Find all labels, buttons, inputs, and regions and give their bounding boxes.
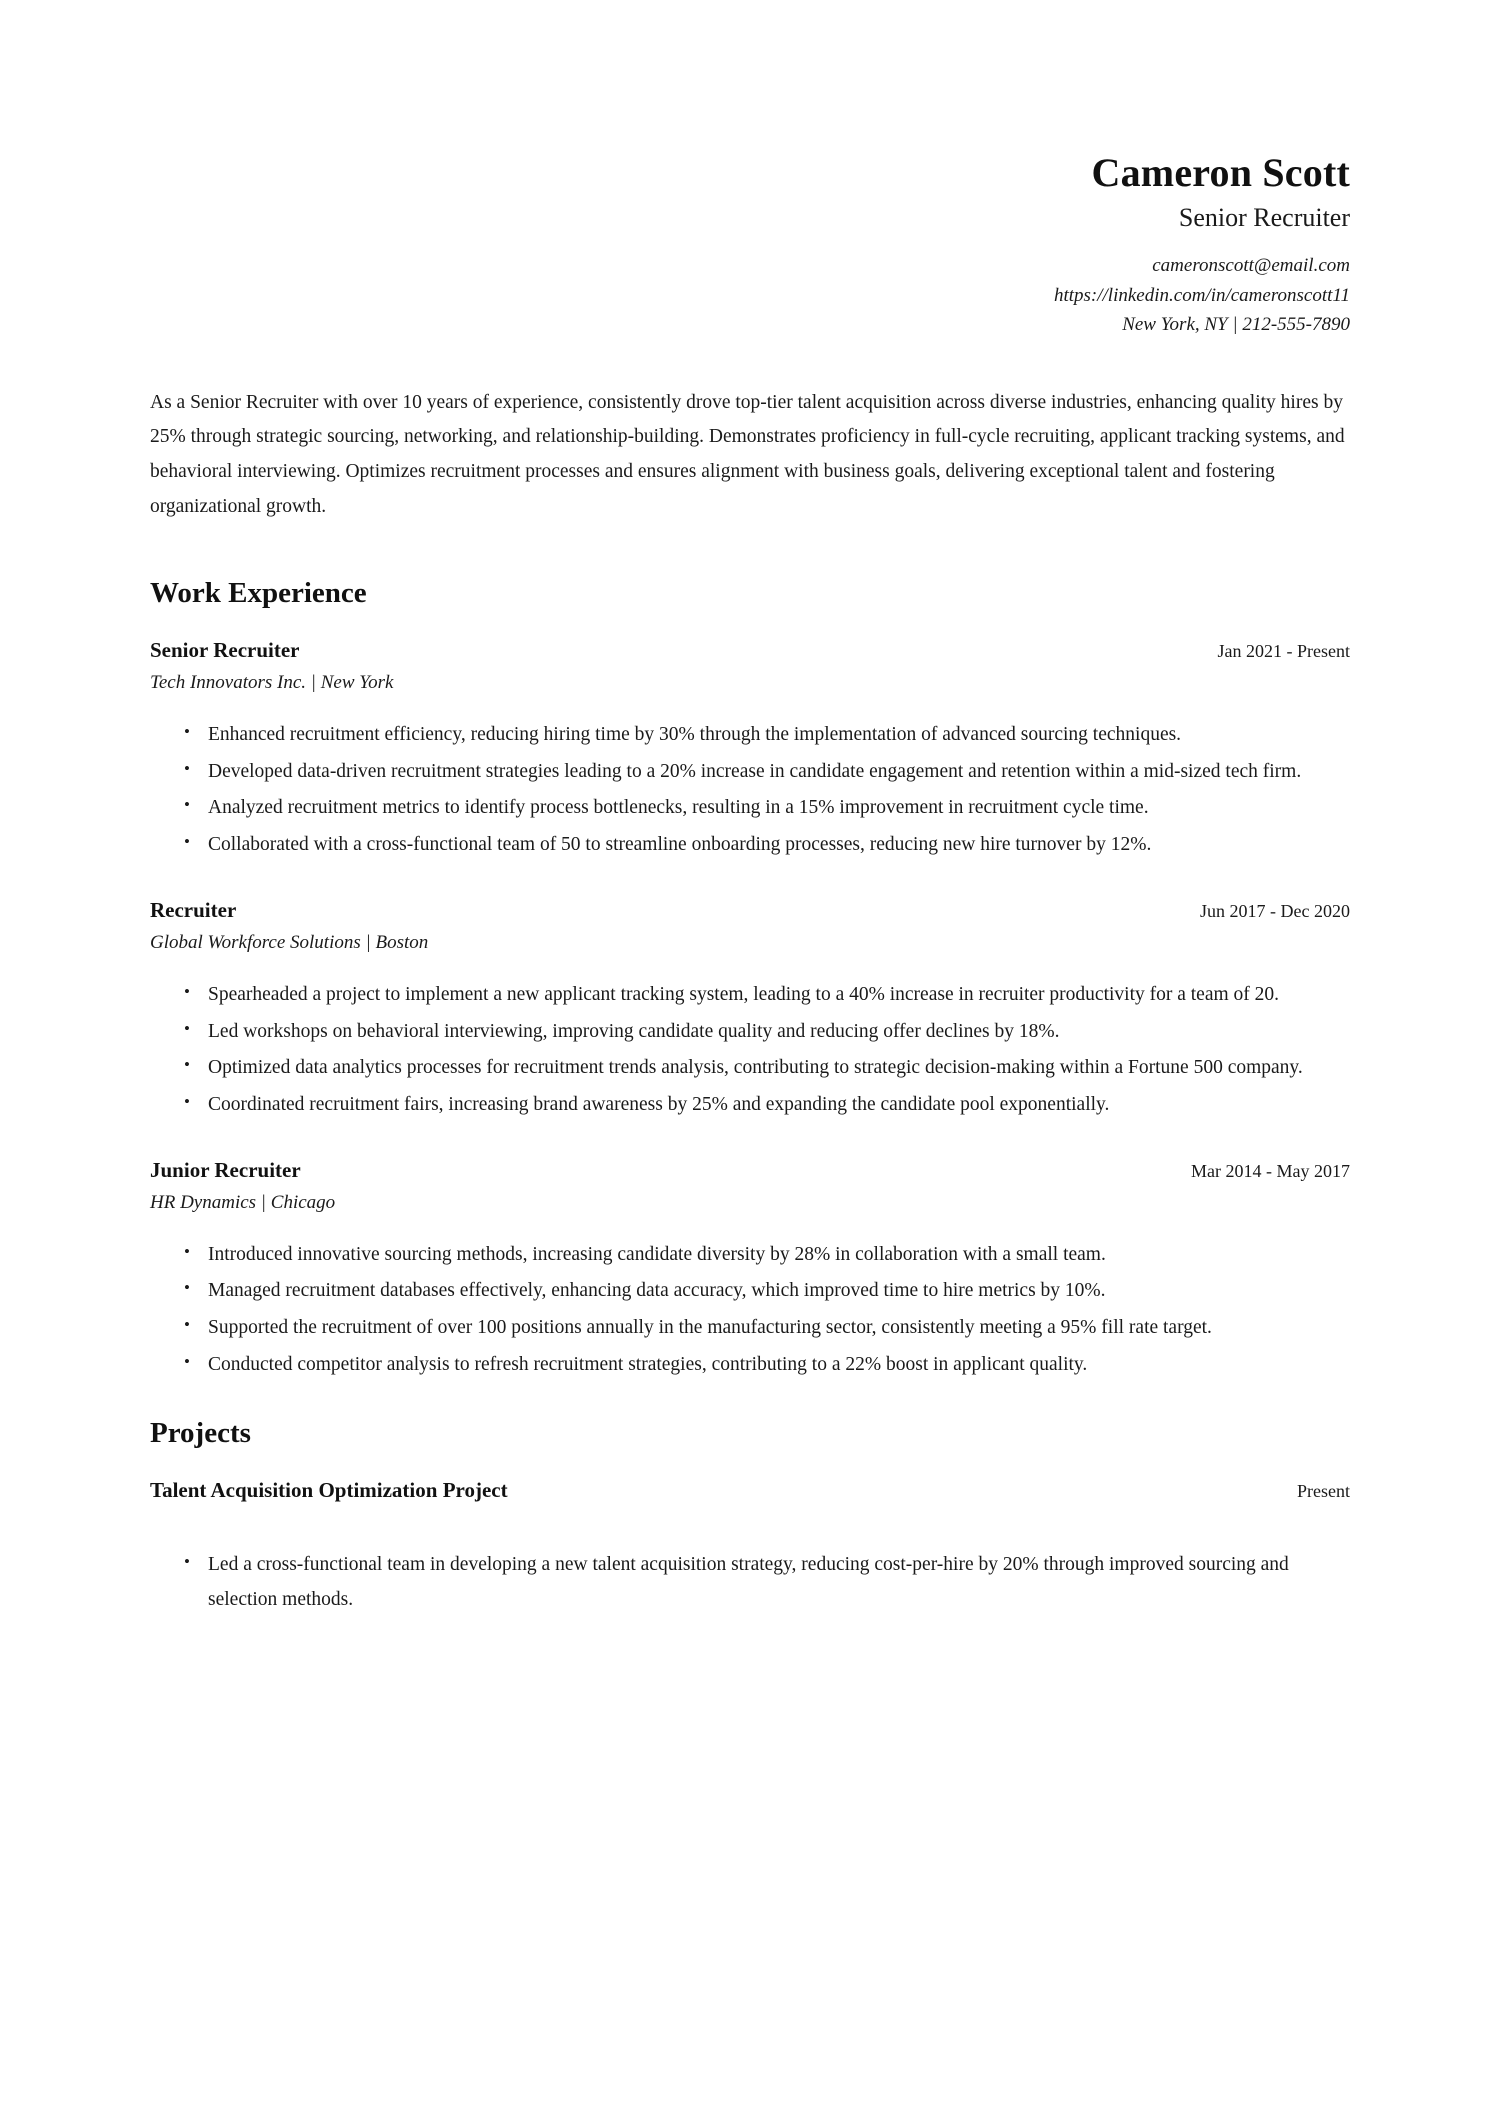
section-title-projects: Projects <box>150 1417 251 1450</box>
work-entry-org: Tech Innovators Inc. | New York <box>150 672 394 694</box>
work-entry-head <box>150 897 1350 924</box>
work-entry-role: Senior Recruiter <box>150 638 300 663</box>
bullet-item: • Managed recruitment databases effectively, enhancing data accuracy, which improved time to hire metrics by 10%. <box>150 1274 1350 1309</box>
bullet-item: • Spearheaded a project to implement a new applicant tracking system, leading to a 40% increase in recruiter productivity for a team of 20. <box>150 978 1350 1013</box>
work-entry-role: Recruiter <box>150 897 237 922</box>
section-title-work-experience: Work Experience <box>150 577 367 610</box>
bullet-item: • Conducted competitor analysis to refresh recruitment strategies, contributing to a 22% boost in applicant quality. <box>150 1348 1350 1383</box>
bullet-item: • Led a cross-functional team in developing a new talent acquisition strategy, reducing cost-per-hire by 20% through improved sourcing and selection methods. <box>150 1548 1350 1617</box>
contact-location-phone: New York, NY | 212-555-7890 <box>1122 314 1350 336</box>
work-entry-head <box>150 1157 1350 1184</box>
project-entry-dates: Present <box>1297 1481 1350 1502</box>
work-entry-org: HR Dynamics | Chicago <box>150 1191 336 1213</box>
work-entry-bullets <box>150 718 1350 863</box>
work-entry <box>150 1157 1350 1383</box>
bullet-item: • Coordinated recruitment fairs, increasing brand awareness by 25% and expanding the candidate pool exponentially. <box>150 1088 1350 1123</box>
bullet-item: • Led workshops on behavioral interviewing, improving candidate quality and reducing offer declines by 18%. <box>150 1015 1350 1050</box>
candidate-job-title: Senior Recruiter <box>1178 203 1350 232</box>
project-entry-name: Talent Acquisition Optimization Project <box>150 1478 508 1503</box>
bullet-item: • Supported the recruitment of over 100 positions annually in the manufacturing sector, consistently meeting a 95% fill rate target. <box>150 1311 1350 1346</box>
work-entry-dates: Jan 2021 - Present <box>1217 641 1350 662</box>
bullet-item: • Analyzed recruitment metrics to identify process bottlenecks, resulting in a 15% improvement in recruitment cycle time. <box>150 791 1350 826</box>
work-entry-org: Global Workforce Solutions | Boston <box>150 932 429 954</box>
professional-summary: As a Senior Recruiter with over 10 years of experience, consistently drove top-tier talent acquisition across diverse industries, enhancing quality hires by 25% through strategic sourcing, networking, and relationship-building. Demonstrates proficiency in full-cycle recruiting, applicant tracking systems, and behavioral interviewing. Optimizes recruitment processes and ensures alignment with business goals, delivering exceptional talent and fostering organizational growth. <box>150 391 1345 517</box>
work-entry-bullets <box>150 978 1350 1123</box>
section-projects <box>150 1416 1350 1618</box>
section-work-experience <box>150 576 1350 1382</box>
bullet-item: • Developed data-driven recruitment strategies leading to a 20% increase in candidate engagement and retention within a mid-sized tech firm. <box>150 755 1350 790</box>
work-entry-bullets <box>150 1238 1350 1383</box>
resume-header <box>150 150 1350 340</box>
project-entry <box>150 1477 1350 1618</box>
contact-email[interactable]: cameronscott@email.com <box>1152 255 1350 277</box>
candidate-name: Cameron Scott <box>1091 150 1350 195</box>
work-entry <box>150 637 1350 863</box>
bullet-item: • Enhanced recruitment efficiency, reducing hiring time by 30% through the implementation of advanced sourcing techniques. <box>150 718 1350 753</box>
work-entry-dates: Jun 2017 - Dec 2020 <box>1200 900 1350 921</box>
bullet-item: • Optimized data analytics processes for recruitment trends analysis, contributing to strategic decision-making within a Fortune 500 company. <box>150 1051 1350 1086</box>
project-entry-head <box>150 1477 1350 1504</box>
work-entry <box>150 897 1350 1123</box>
bullet-item: • Collaborated with a cross-functional team of 50 to streamline onboarding processes, reducing new hire turnover by 12%. <box>150 828 1350 863</box>
project-entry-bullets <box>150 1548 1350 1617</box>
bullet-item: • Introduced innovative sourcing methods, increasing candidate diversity by 28% in collaboration with a small team. <box>150 1238 1350 1273</box>
work-entry-dates: Mar 2014 - May 2017 <box>1191 1160 1350 1181</box>
contact-linkedin[interactable]: https://linkedin.com/in/cameronscott11 <box>1053 284 1350 306</box>
work-entry-head <box>150 637 1350 664</box>
work-entry-role: Junior Recruiter <box>150 1157 301 1182</box>
